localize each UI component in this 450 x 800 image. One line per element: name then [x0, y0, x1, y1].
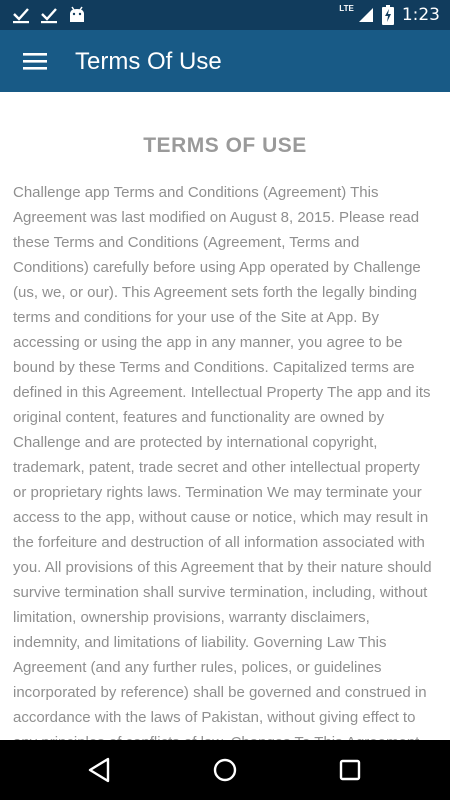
home-button[interactable]: [203, 750, 247, 790]
terms-content-scroll[interactable]: [0, 92, 450, 740]
recents-icon: [328, 750, 372, 790]
app-bar: [0, 30, 450, 92]
android-icon: [68, 6, 86, 24]
check-icon: [40, 6, 58, 24]
status-bar-system: [339, 4, 440, 26]
page-title: Terms Of Use: [75, 48, 222, 75]
back-icon: [78, 750, 122, 790]
recents-button[interactable]: [328, 750, 372, 790]
battery-charging-icon: [382, 5, 394, 25]
status-bar: [0, 0, 450, 30]
check-icon: [12, 6, 30, 24]
navigation-bar: [0, 740, 450, 800]
signal-icon: [358, 7, 374, 23]
network-type-label: LTE: [339, 4, 354, 13]
home-icon: [203, 750, 247, 790]
terms-body-text: Challenge app Terms and Conditions (Agreement) This Agreement was last modified on August 8, 2015. Please read these Terms and Conditions (Agreement, Terms and Conditions) carefully before using App operated by Challenge (us, we, or our). This Agreement sets forth the legally binding terms and conditions for your use of the Site at App. By accessing or using the app in any manner, you agree to be bound by these Terms and Conditions. Capitalized terms are defined in this Agreement. Intellectual Property The app and its original content, features and functionality are owned by Challenge and are protected by international copyright, trademark, patent, trade secret and other intellectual property or proprietary rights laws. Termination We may terminate your access to the app, without cause or notice, which may result in the forfeiture and destruction of all information associated with you. All provisions of this Agreement that by their nature should survive termination shall survive termination, including, without limitation, ownership provisions, warranty disclaimers, indemnity, and limitations of liability. Governing Law This Agreement (and any further rules, polices, or guidelines incorporated by reference) shall be governed and construed in accordance with the laws of Pakistan, without giving effect to: [13, 184, 432, 726]
hamburger-menu-icon: [14, 43, 54, 79]
menu-button[interactable]: [14, 43, 54, 79]
terms-heading: TERMS OF USE: [143, 134, 307, 157]
clock: 1:23: [401, 5, 440, 25]
back-button[interactable]: [78, 750, 122, 790]
status-bar-notifications: [12, 4, 86, 26]
